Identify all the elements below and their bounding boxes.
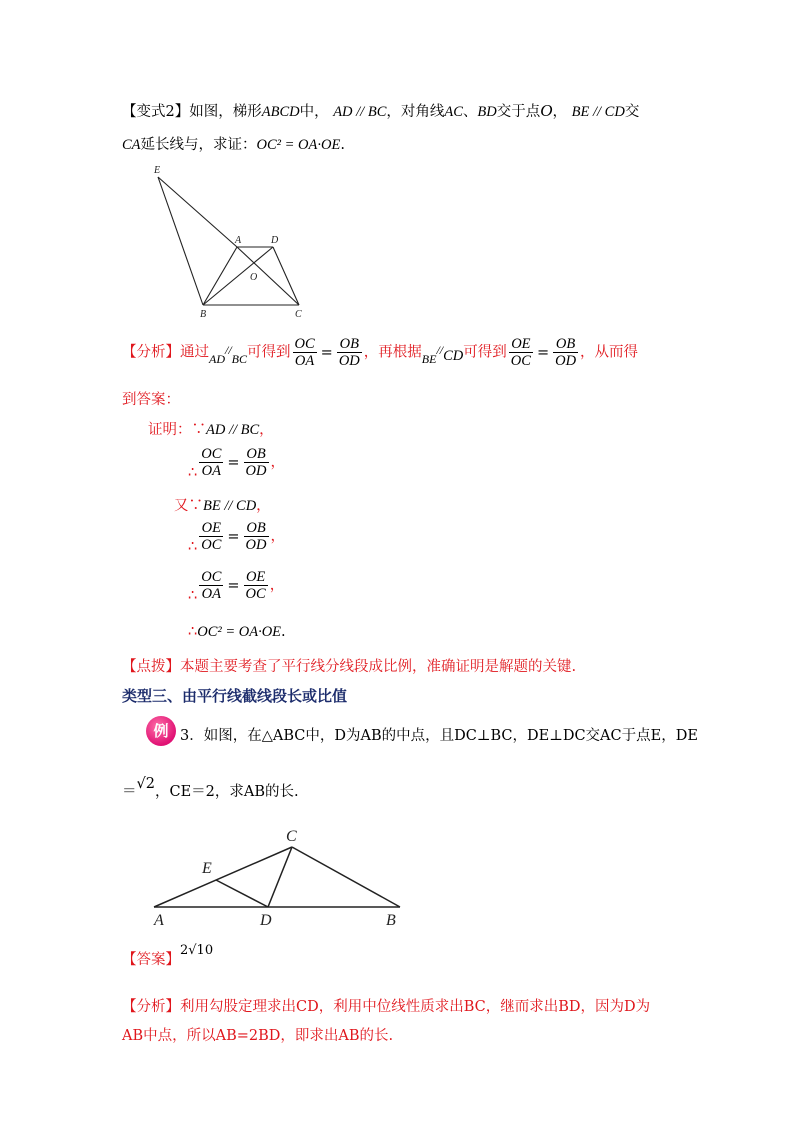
frac-num: OB — [337, 336, 362, 353]
analysis1-label: 【分析】通过 — [122, 344, 209, 361]
par-symbol: // — [436, 342, 444, 357]
proof-prefix: 证明：∵ — [148, 422, 206, 438]
label-e: E — [154, 165, 161, 176]
ca-label: CA — [122, 137, 141, 153]
frac-num: OE — [244, 569, 268, 586]
line-bd — [203, 247, 273, 305]
line-eb — [158, 177, 203, 305]
frac-den: OA — [201, 463, 221, 479]
answer-label: 【答案】 — [122, 952, 180, 968]
equals: = — [227, 577, 240, 594]
fraction — [244, 520, 269, 553]
frac-num: OB — [244, 446, 269, 463]
be-label: BE — [421, 351, 437, 366]
tip-line: 【点拨】本题主要考查了平行线分线段成比例，准确证明是解题的关键. — [122, 659, 577, 675]
text-get: 可得到 — [463, 344, 507, 361]
label-d: D — [260, 912, 272, 929]
frac-den: OD — [338, 353, 360, 369]
proof-line2 — [188, 446, 285, 479]
therefore-symbol: ∴ — [188, 538, 198, 555]
frac-num: OC — [201, 446, 222, 462]
frac-num: OC — [294, 336, 315, 352]
fraction — [199, 446, 223, 479]
bc-label: BC — [231, 351, 248, 366]
proof-comma: ， — [256, 498, 271, 514]
text-get: 可得到 — [247, 344, 291, 361]
analysis1-line1 — [122, 336, 638, 369]
therefore-symbol: ∴ — [188, 587, 198, 604]
fraction-oe-oc — [509, 336, 533, 369]
line-ed — [216, 880, 268, 907]
text-tail: ，从而得 — [580, 344, 639, 361]
text-again: ，再根据 — [363, 344, 422, 361]
label-d: D — [271, 235, 279, 246]
proof-line6 — [188, 624, 286, 641]
frac-num: OE — [199, 520, 223, 537]
comma: ， — [270, 454, 285, 471]
frac-den: OA — [201, 586, 221, 602]
text-diag: ，对角线 — [386, 104, 445, 120]
label-c: C — [295, 309, 302, 320]
line-dc — [273, 247, 299, 305]
bd-label: BD — [477, 104, 497, 120]
variant2-prefix: 【变式2】如图，梯形 — [122, 104, 262, 120]
variant2-text: 延长线与，求证： — [140, 137, 257, 153]
line-ab — [203, 247, 237, 305]
abcd-label: ABCD — [261, 104, 300, 120]
equals: = — [227, 528, 240, 545]
label-c: C — [286, 828, 297, 845]
ad-label: AD — [209, 351, 225, 366]
frac-den: OA — [294, 353, 315, 369]
label-a: A — [235, 235, 242, 246]
triangle-figure — [150, 825, 410, 935]
proof-expr: AD // BC — [206, 422, 260, 438]
label-e: E — [202, 860, 212, 877]
proof-line1 — [148, 418, 274, 439]
frac-num: OE — [509, 336, 533, 353]
equals: = — [536, 344, 550, 361]
proof-prefix: 又∵ — [174, 498, 203, 514]
answer-value: 2√10 — [180, 943, 214, 958]
text-period: . — [340, 137, 345, 153]
analysis1-line2: 到答案： — [122, 392, 180, 408]
therefore-symbol: ∴ — [188, 464, 198, 481]
fraction-ob-od — [337, 336, 362, 369]
fraction — [199, 569, 223, 602]
label-a: A — [154, 912, 164, 929]
fraction — [244, 569, 268, 602]
o-label: O — [540, 101, 553, 120]
frac-num: OB — [244, 520, 269, 537]
line-ac — [237, 247, 299, 305]
frac-den: OC — [201, 537, 222, 553]
fraction-oc-oa — [293, 336, 317, 369]
period: . — [281, 624, 286, 640]
frac-num: OB — [553, 336, 578, 353]
ad-par-bc: AD // BC — [333, 104, 387, 120]
sqrt2: √2 — [136, 776, 155, 792]
ac-label: AC — [444, 104, 463, 120]
proof-line5 — [188, 569, 284, 602]
trapezoid-figure — [145, 160, 315, 322]
fraction — [244, 446, 269, 479]
analysis2-line2: AB中点，所以AB=2BD，即求出AB的长. — [122, 1028, 394, 1044]
comma: ， — [270, 528, 285, 545]
example3-line1: 3．如图，在△ABC中，D为AB的中点，且DC⊥BC，DE⊥DC交AC于点E，DE — [180, 728, 698, 744]
variant2-line2 — [122, 133, 345, 154]
section-heading: 类型三、由平行线截线段长或比值 — [122, 687, 348, 705]
proof-comma: ， — [259, 422, 274, 438]
target-formula: OC² = OA·OE — [256, 137, 341, 153]
analysis2-line1: 【分析】利用勾股定理求出CD，利用中位线性质求出BC，继而求出BD，因为D为 — [122, 999, 651, 1015]
label-b: B — [386, 912, 396, 929]
comma: ， — [269, 577, 285, 594]
example3-line2 — [122, 776, 299, 801]
text-in: 中， — [299, 104, 329, 120]
text-comma: ， — [552, 104, 568, 120]
variant2-line1 — [122, 100, 639, 121]
label-o: O — [250, 272, 258, 283]
proof-line3 — [174, 494, 271, 515]
text-meet: 交于点 — [496, 104, 541, 120]
equals: ＝ — [122, 784, 137, 800]
text-jiao: 交 — [624, 104, 640, 120]
frac-den: OC — [510, 353, 531, 369]
fraction — [199, 520, 223, 553]
proof-line4 — [188, 520, 285, 553]
therefore-symbol: ∴ — [188, 624, 198, 640]
frac-num: OC — [201, 569, 222, 585]
example-badge: 例 — [146, 716, 176, 746]
answer-line — [122, 943, 214, 969]
frac-den: OD — [245, 537, 267, 553]
conclusion-formula: OC² = OA·OE — [197, 624, 282, 640]
example3-rest: ，CE＝2，求AB的长. — [154, 784, 299, 800]
be-par-cd: BE // CD — [571, 104, 625, 120]
line-cb — [292, 847, 400, 907]
frac-den: OD — [555, 353, 577, 369]
equals: = — [320, 344, 333, 361]
frac-den: OC — [245, 586, 266, 602]
proof-expr: BE // CD — [203, 498, 257, 514]
cd-label: CD — [443, 347, 464, 364]
frac-den: OD — [245, 463, 267, 479]
equals: = — [227, 454, 240, 471]
par-symbol: // — [225, 342, 232, 357]
label-b: B — [200, 309, 207, 320]
text-dun: 、 — [462, 104, 478, 120]
fraction-ob-od — [553, 336, 578, 369]
